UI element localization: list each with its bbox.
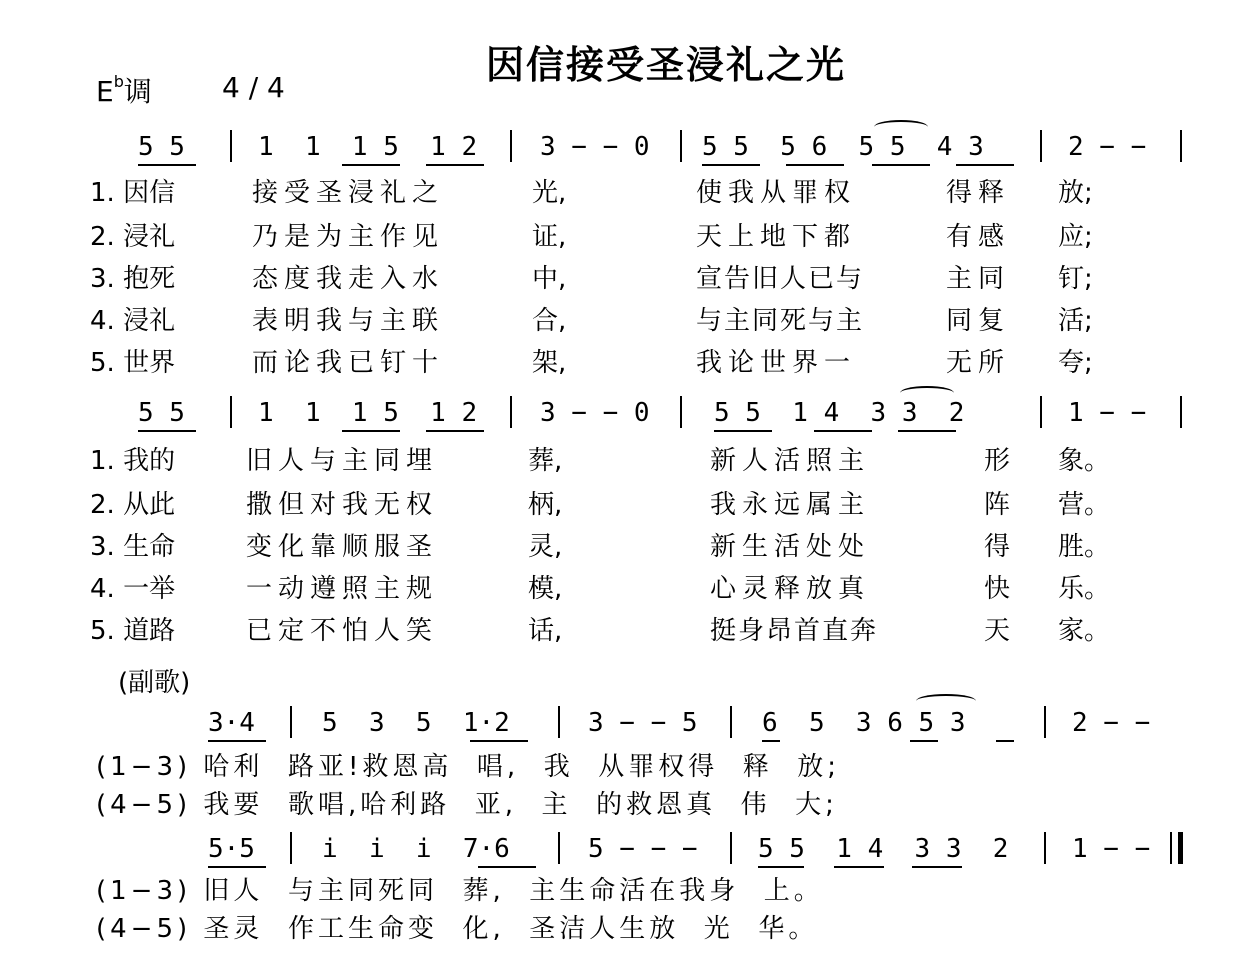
barline (558, 832, 560, 864)
lyric-text: 中, (532, 264, 567, 294)
final-barline-thick (1178, 832, 1183, 864)
lyric-text: 乃是为主作见 (252, 222, 445, 252)
lyric-text: 心灵释放真 (710, 574, 871, 604)
slur (900, 386, 954, 400)
key-letter: E (96, 75, 114, 108)
lyric-text: 放; (1058, 178, 1093, 208)
lyric-text: 使我从罪权 (696, 178, 857, 208)
lyric-text: 变化靠顺服圣 (246, 532, 439, 562)
lyric-text: 葬, (528, 446, 563, 476)
beam (762, 710, 780, 736)
lyric-line: 5. 世界 (90, 348, 176, 378)
lyric-text: 乐。 (1058, 574, 1111, 604)
barline (290, 706, 292, 738)
beam (714, 400, 772, 426)
barline (230, 130, 232, 162)
lyric-text: 一动遵照主规 (246, 574, 439, 604)
barline (1044, 832, 1046, 864)
beam (478, 836, 536, 862)
beam (956, 134, 1014, 160)
measure-3: 6 5 3 6 5 3 (762, 708, 966, 738)
lyric-text: 我永远属主 (710, 490, 871, 520)
measure-4: 2 − − (1068, 132, 1147, 162)
lyric-text: 宣告旧人已与 (696, 264, 865, 294)
measure-4: 1 − − (1072, 834, 1151, 864)
barline (1040, 396, 1042, 428)
lyric-line: 2. 浸礼 (90, 222, 176, 252)
lyric-text: 有感 (946, 222, 1011, 252)
beam (758, 836, 804, 862)
beam (342, 134, 400, 160)
beam (342, 400, 400, 426)
lyric-text: 光, (532, 178, 567, 208)
lyric-text: 胜。 (1058, 532, 1111, 562)
chorus-line: (4−5) 圣灵 作工生命变 化, 圣洁人生放 光 华。 (96, 914, 819, 944)
lyric-text: 旧人与主同埋 (246, 446, 439, 476)
lyric-text: 我论世界一 (696, 348, 857, 378)
slur (916, 694, 976, 708)
lyric-line: 1. 我的 (90, 446, 176, 476)
measure-pickup: 3·4 (208, 708, 255, 738)
lyric-text: 而论我已钉十 (252, 348, 445, 378)
beam (910, 710, 938, 736)
measure-1: 5 3 5 1·2 (322, 708, 510, 738)
lyric-text: 柄, (528, 490, 563, 520)
beam (470, 710, 528, 736)
beam (426, 400, 484, 426)
lyric-line: 1. 因信 (90, 178, 176, 208)
lyric-text: 新生活处处 (710, 532, 871, 562)
lyric-line: 3. 生命 (90, 532, 176, 562)
barline (290, 832, 292, 864)
lyric-text: 活; (1058, 306, 1093, 336)
chorus-line: (1−3) 哈利 路亚!救恩高 唱, 我 从罪权得 释 放; (96, 752, 841, 782)
measure-pickup: 5 5 (138, 398, 185, 428)
lyric-text: 形 (984, 446, 1011, 476)
beam (208, 836, 266, 862)
lyric-text: 表明我与主联 (252, 306, 445, 336)
measure-2: 3 − − 0 (540, 398, 650, 428)
lyric-line: 4. 一举 (90, 574, 176, 604)
lyric-text: 无所 (946, 348, 1011, 378)
beam (912, 836, 962, 862)
chorus-line: (4−5) 我要 歌唱,哈利路 亚, 主 的救恩真 伟 大; (96, 790, 838, 820)
lyric-text: 撒但对我无权 (246, 490, 439, 520)
measure-2: 3 − − 5 (588, 708, 698, 738)
slur (874, 120, 928, 134)
beam (786, 134, 844, 160)
beam (138, 134, 196, 160)
lyric-line: 4. 浸礼 (90, 306, 176, 336)
lyric-text: 同复 (946, 306, 1011, 336)
lyric-text: 快 (984, 574, 1011, 604)
lyric-text: 天上地下都 (696, 222, 857, 252)
lyric-text: 营。 (1058, 490, 1111, 520)
barline (230, 396, 232, 428)
lyric-text: 阵 (984, 490, 1011, 520)
lyric-line: 5. 道路 (90, 616, 176, 646)
lyric-text: 钉; (1058, 264, 1093, 294)
lyric-text: 主同 (946, 264, 1011, 294)
measure-2: 5 − − − (588, 834, 698, 864)
beam (138, 400, 196, 426)
measure-1: 1 1 1 5 1 2 (258, 132, 478, 162)
beam (898, 400, 956, 426)
lyric-line: 3. 抱死 (90, 264, 176, 294)
beam (834, 836, 884, 862)
barline (1180, 396, 1182, 428)
lyric-text: 架, (532, 348, 567, 378)
beam (702, 134, 760, 160)
measure-3: 5 5 1 4 3 3 2 (714, 398, 965, 428)
barline (680, 396, 682, 428)
lyric-text: 已定不怕人笑 (246, 616, 439, 646)
measure-1: 1 1 1 5 1 2 (258, 398, 478, 428)
barline (730, 706, 732, 738)
beam (208, 710, 266, 736)
beam (426, 134, 484, 160)
lyric-text: 得释 (946, 178, 1011, 208)
lyric-text: 家。 (1058, 616, 1111, 646)
lyric-text: 象。 (1058, 446, 1111, 476)
lyric-text: 天 (984, 616, 1011, 646)
lyric-text: 夸; (1058, 348, 1093, 378)
beam (872, 134, 930, 160)
lyric-text: 得 (984, 532, 1011, 562)
barline (680, 130, 682, 162)
lyric-text: 证, (532, 222, 567, 252)
lyric-text: 话, (528, 616, 563, 646)
final-barline-thin (1170, 832, 1172, 864)
barline (1180, 130, 1182, 162)
chorus-label: (副歌) (118, 668, 191, 698)
barline (510, 130, 512, 162)
measure-4: 1 − − (1068, 398, 1147, 428)
lyric-text: 接受圣浸礼之 (252, 178, 445, 208)
key-suffix: 调 (123, 75, 152, 108)
lyric-text: 模, (528, 574, 563, 604)
measure-2: 3 − − 0 (540, 132, 650, 162)
measure-4: 2 − − (1072, 708, 1151, 738)
lyric-text: 合, (532, 306, 567, 336)
time-signature: 4 / 4 (222, 71, 285, 104)
key-flat: b (113, 72, 124, 91)
measure-pickup: 5·5 (208, 834, 255, 864)
barline (558, 706, 560, 738)
lyric-text: 应; (1058, 222, 1093, 252)
lyric-text: 新人活照主 (710, 446, 871, 476)
lyric-text: 与主同死与主 (696, 306, 865, 336)
lyric-text: 挺身昂首直奔 (710, 616, 879, 646)
beam (996, 710, 1014, 736)
measure-pickup: 5 5 (138, 132, 185, 162)
barline (510, 396, 512, 428)
barline (1040, 130, 1042, 162)
measure-3: 5 5 5 6 5 5 4 3 (702, 132, 984, 162)
key-signature (96, 74, 152, 106)
song-title: 因信接受圣浸礼之光 (486, 43, 847, 87)
chorus-line: (1−3) 旧人 与主同死同 葬, 主生命活在我身 上。 (96, 876, 824, 906)
measure-1: i i i 7·6 (322, 834, 510, 864)
lyric-text: 态度我走入水 (252, 264, 445, 294)
barline (1044, 706, 1046, 738)
lyric-text: 灵, (528, 532, 563, 562)
barline (730, 832, 732, 864)
lyric-line: 2. 从此 (90, 490, 176, 520)
beam (814, 400, 872, 426)
measure-3: 5 5 1 4 3 3 2 (758, 834, 1009, 864)
